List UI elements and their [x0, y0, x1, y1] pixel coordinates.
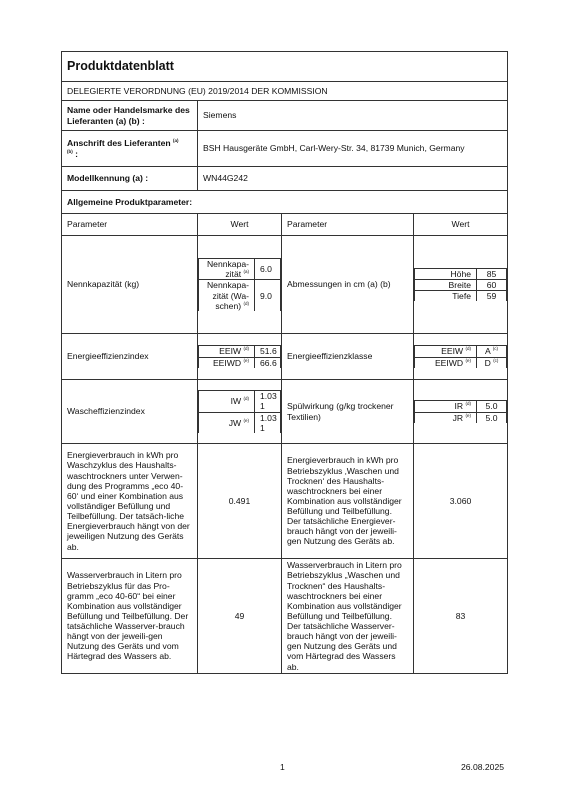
capacity-label: Nennkapazität (kg) — [62, 236, 198, 334]
wash-efficiency-label: Wascheffizienzindex — [62, 380, 198, 444]
header-value-2: Wert — [414, 214, 508, 236]
rated-capacity-label: Nennkapa-zität $^{(a)}$ — [199, 259, 255, 280]
eeiwd-value: 66.6 — [255, 357, 281, 368]
page-number: 1 — [280, 762, 285, 772]
header-parameter-2: Parameter — [282, 214, 414, 236]
efficiency-index-label: Energieeffizienzindex — [62, 334, 198, 380]
energy-dry-value: 3.060 — [414, 444, 508, 559]
header-parameter: Parameter — [62, 214, 198, 236]
width-label: Breite — [415, 279, 477, 290]
iw-label: IW $^{(d)}$ — [199, 391, 255, 412]
efficiency-class-label: Energieeffizienzklasse — [282, 334, 414, 380]
depth-label: Tiefe — [415, 291, 477, 302]
supplier-address-label: Anschrift des Lieferanten $^{(a)}$ $^{(b)}$ : — [62, 131, 198, 167]
water-wash-text: Wasserverbrauch in Litern pro Betriebszyklus für das Pro-gramm „eco 40-60“ bei einer Kombination aus vollständiger Befüllung und Teilbefüllung. Der tatsächliche Wasserver-brauch hängt von der jeweili-gen Nutzung des Geräts und vom Härtegrad des Wassers ab. — [62, 559, 198, 674]
supplier-name-value: Siemens — [198, 101, 508, 131]
water-wash-value: 49 — [198, 559, 282, 674]
energy-wash-value: 0.491 — [198, 444, 282, 559]
dimensions-label: Abmessungen in cm (a) (b) — [282, 236, 414, 334]
supplier-name-label: Name oder Handelsmarke des Lieferanten (a) (b) : — [62, 101, 198, 131]
rated-capacity-value: 6.0 — [255, 259, 281, 280]
eeiwd-label: EEIWD $^{(e)}$ — [199, 357, 255, 368]
class-eeiwd-label: EEIWD $^{(e)}$ — [415, 357, 477, 368]
width-value: 60 — [477, 279, 507, 290]
jw-label: JW $^{(e)}$ — [199, 412, 255, 433]
page-title: Produktdatenblatt — [62, 52, 508, 82]
ir-label: IR $^{(d)}$ — [415, 401, 477, 412]
product-datasheet-table — [61, 51, 508, 674]
footer-date: 26.08.2025 — [461, 762, 505, 772]
depth-value: 59 — [477, 291, 507, 302]
class-eeiw-value: A $^{(c)}$ — [477, 346, 507, 357]
iw-value: 1.03 1 — [255, 391, 281, 412]
ir-value: 5.0 — [477, 401, 507, 412]
wash-capacity-label: Nennkapa-zität (Wa-schen) $^{(d)}$ — [199, 280, 255, 311]
eeiw-value: 51.6 — [255, 346, 281, 357]
jr-label: JR $^{(e)}$ — [415, 412, 477, 423]
regulation-text: DELEGIERTE VERORDNUNG (EU) 2019/2014 DER KOMMISSION — [62, 82, 508, 101]
energy-dry-text: Energieverbrauch in kWh pro Betriebszyklus ‚Waschen und Trocknen‘ des Haushalts-waschtrockners bei einer Kombination aus vollständiger Befüllung und Teilbefüllung. Der tatsächliche Energiever-brauch hängt von der jeweili-gen Nutzung des Geräts ab. — [282, 444, 414, 559]
energy-wash-text: Energieverbrauch in kWh pro Waschzyklus des Haushalts-waschtrockners unter Verwen-dung des Programms „eco 40-60‘ und einer Kombination aus vollständiger Befüllung und Teilbefüllung. Der tatsäch-liche Energieverbrauch hängt von der jeweiligen Nutzung des Geräts ab. — [62, 444, 198, 559]
general-section-heading: Allgemeine Produktparameter: — [62, 191, 508, 214]
height-value: 85 — [477, 268, 507, 279]
jr-value: 5.0 — [477, 412, 507, 423]
jw-value: 1.03 1 — [255, 412, 281, 433]
water-dry-text: Wasserverbrauch in Litern pro Betriebszyklus „Waschen und Trocknen“ des Haushalts-waschtrockners bei einer Kombination aus vollständiger Befüllung und Teilbefüllung. Der tatsächliche Wasserver-brauch hängt von der jeweili-gen Nutzung des Geräts und vom Härtegrad des Wassers ab. — [282, 559, 414, 674]
water-dry-value: 83 — [414, 559, 508, 674]
supplier-address-value: BSH Hausgeräte GmbH, Carl-Wery-Str. 34, 81739 Munich, Germany — [198, 131, 508, 167]
rinsing-label: Spülwirkung (g/kg trockener Textilien) — [282, 380, 414, 444]
class-eeiw-label: EEIW $^{(d)}$ — [415, 346, 477, 357]
class-eeiwd-value: D $^{(c)}$ — [477, 357, 507, 368]
wash-capacity-value: 9.0 — [255, 280, 281, 311]
eeiw-label: EEIW $^{(d)}$ — [199, 346, 255, 357]
model-label: Modellkennung (a) : — [62, 167, 198, 191]
header-value: Wert — [198, 214, 282, 236]
height-label: Höhe — [415, 268, 477, 279]
model-value: WN44G242 — [198, 167, 508, 191]
